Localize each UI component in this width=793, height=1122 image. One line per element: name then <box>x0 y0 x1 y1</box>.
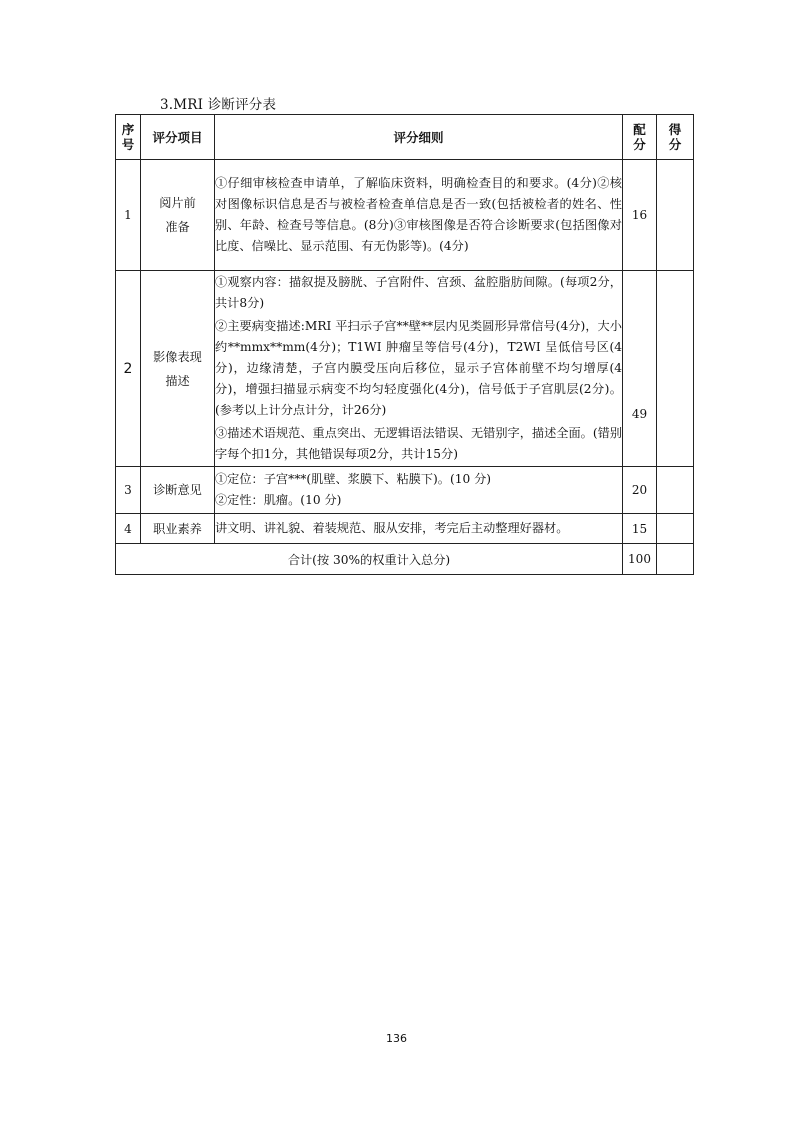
row-detail <box>215 271 623 467</box>
row-item-line: 影像表现 <box>153 349 202 364</box>
row-item-line: 准备 <box>165 220 190 234</box>
row-points: 49 <box>623 271 657 467</box>
row-points: 16 <box>623 160 657 271</box>
detail-paragraph: ③描述术语规范、重点突出、无逻辑语法错误、无错别字，描述全面。(错别字每个扣1分，其他错误每项2分，共计15分) <box>215 426 622 461</box>
row-item-line: 职业素养 <box>153 521 202 536</box>
total-points: 100 <box>623 544 657 575</box>
detail-paragraph: ①观察内容：描叙提及膀胱、子宫附件、宫颈、盆腔脂肪间隙。(每项2分，共计8分) <box>215 275 622 310</box>
table-row <box>116 514 694 544</box>
row-item <box>141 514 215 544</box>
header-score-line2: 分 <box>668 137 682 152</box>
row-item <box>141 160 215 271</box>
row-seq: 4 <box>116 514 141 544</box>
total-label: 合计(按 30%的权重计入总分) <box>116 544 623 575</box>
table-row <box>116 467 694 514</box>
total-row <box>116 544 694 575</box>
row-seq: 2 <box>116 271 141 467</box>
row-points: 20 <box>623 467 657 514</box>
row-score <box>657 271 694 467</box>
detail-paragraph: ②定性：肌瘤。(10 分) <box>215 493 342 507</box>
row-item-line: 阅片前 <box>159 196 196 210</box>
row-score <box>657 514 694 544</box>
header-item: 评分项目 <box>141 115 215 160</box>
row-points: 15 <box>623 514 657 544</box>
header-score <box>657 115 694 160</box>
page-number: 136 <box>386 1032 407 1045</box>
detail-paragraph: ①定位：子宫***(肌壁、浆膜下、粘膜下)。(10 分) <box>215 472 492 486</box>
detail-paragraph: ②主要病变描述:MRI 平扫示子宫**壁**层内见类圆形异常信号(4分)，大小约**mmx**mm(4分)；T1WI 肿瘤呈等信号(4分)，T2WI 呈低信号区(4分)，边缘清楚，子宫内膜受压向后移位，显示子宫体前壁不均匀增厚(4分)，增强扫描显示病变不均匀轻度强化(4分)，信号低于子宫肌层(2分)。(参考以上计分点计分，计26分) <box>215 319 622 417</box>
header-points-line2: 分 <box>633 137 646 152</box>
header-seq <box>116 115 141 160</box>
header-seq-line2: 号 <box>121 137 135 152</box>
row-item <box>141 467 215 514</box>
row-item <box>141 271 215 467</box>
detail-paragraph: 讲文明、讲礼貌、着装规范、服从安排，考完后主动整理好器材。 <box>215 521 569 535</box>
header-detail: 评分细则 <box>215 115 623 160</box>
row-score <box>657 160 694 271</box>
header-seq-line1: 序 <box>121 122 135 137</box>
detail-paragraph: ①仔细审核检查申请单，了解临床资料，明确检查目的和要求。(4分)②核对图像标识信息是否与被检者检查单信息是否一致(包括被检者的姓名、性别、年龄、检查号等信息。(8分)③审核图像是否符合诊断要求(包括图像对比度、信噪比、显示范围、有无伪影等)。(4分) <box>215 176 622 253</box>
row-item-line: 描述 <box>165 373 190 388</box>
document-title: 3.MRI 诊断评分表 <box>160 97 277 113</box>
row-seq: 3 <box>116 467 141 514</box>
total-score <box>657 544 694 575</box>
mri-scoring-table <box>115 114 694 575</box>
table-header-row <box>116 115 694 160</box>
table-row <box>116 160 694 271</box>
row-item-line: 诊断意见 <box>153 483 202 497</box>
row-seq: 1 <box>116 160 141 271</box>
row-detail <box>215 467 623 514</box>
row-detail <box>215 514 623 544</box>
row-detail <box>215 160 623 271</box>
row-score <box>657 467 694 514</box>
header-points-line1: 配 <box>633 122 646 137</box>
table-row <box>116 271 694 467</box>
header-points <box>623 115 657 160</box>
header-score-line1: 得 <box>668 122 682 137</box>
